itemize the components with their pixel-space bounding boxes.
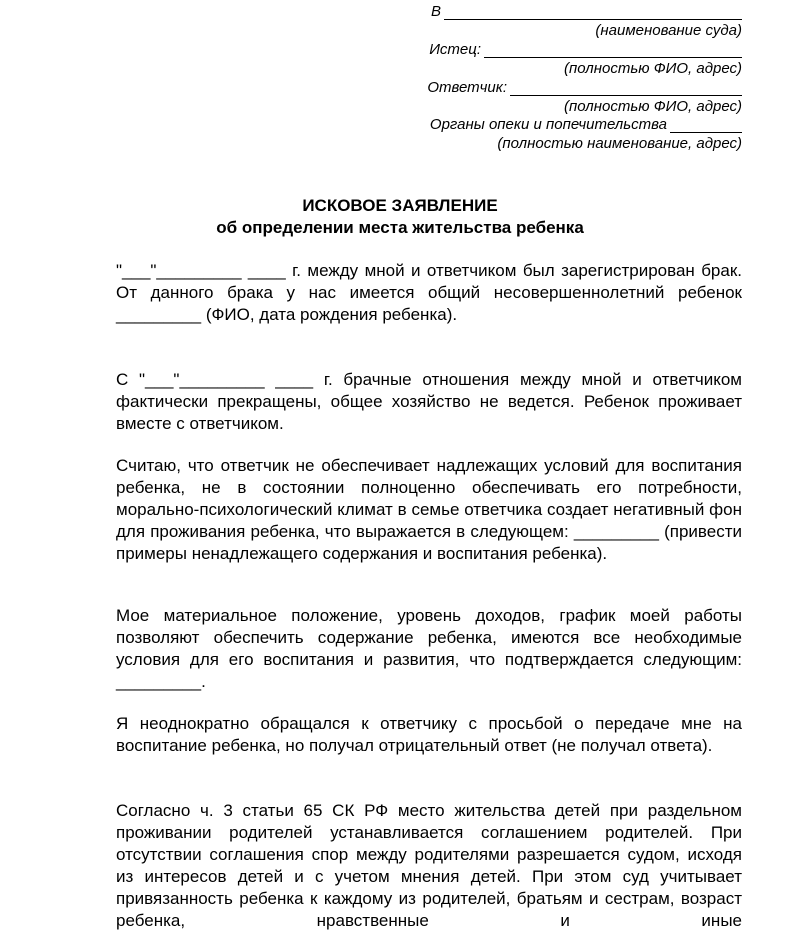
defendant-label: Ответчик: [427,79,507,96]
paragraph-plaintiff-conditions: Мое материальное положение, уровень доходов, график моей работы позволяют обеспечить содержание ребенка, имеются все необходимые условия для его воспитания и развития, что подтверждается следующим: _________. [116,606,742,691]
court-label: В [430,3,441,20]
plaintiff-blank [484,43,742,58]
paragraph-requests: Я неоднократно обращался к ответчику с просьбой о передаче мне на воспитание ребенка, но получал отрицательный ответ (не получал ответа). [116,714,742,755]
guardianship-label: Органы опеки и попечительства [429,116,667,133]
defendant-note: (полностью ФИО, адрес) [564,98,742,115]
court-note: (наименование суда) [595,22,742,39]
court-block [402,3,742,39]
plaintiff-block [402,41,742,77]
court-blank [444,5,742,20]
plaintiff-note: (полностью ФИО, адрес) [564,60,742,77]
guardianship-note: (полностью наименование, адрес) [497,135,742,152]
guardianship-blank [670,118,742,133]
paragraph-defendant-conditions: Считаю, что ответчик не обеспечивает надлежащих условий для воспитания ребенка, не в состоянии полноценно обеспечивать его потребности, морально-психологический климат в семье ответчика создает негативный фон для проживания ребенка, что выражается в следующем: _________ (привести примеры ненадлежащего содержания и воспитания ребенка). [116,456,742,563]
paragraph-separation: С "___"_________ ____ г. брачные отношения между мной и ответчиком фактически прекращены, общее хозяйство не ведется. Ребенок проживает вместе с ответчиком. [116,370,742,433]
defendant-block [402,79,742,115]
guardianship-block [402,116,742,152]
defendant-blank [510,81,742,96]
paragraph-marriage: "___"_________ ____ г. между мной и ответчиком был зарегистрирован брак. От данного брака у нас имеется общий несовершеннолетний ребенок _________ (ФИО, дата рождения ребенка). [116,261,742,324]
document-title [0,195,800,239]
title-line-2: об определении места жительства ребенка [216,218,584,237]
paragraph-legal-basis: Согласно ч. 3 статьи 65 СК РФ место жительства детей при раздельном проживании родителей устанавливается соглашением родителей. При отсутствии соглашения спор между родителями разрешается судом, исходя из интересов детей и с учетом мнения детей. При этом суд учитывает привязанность ребенка к каждому из родителей, братьям и сестрам, возраст ребенка, нравственные и иные [116,801,742,930]
plaintiff-label: Истец: [429,41,481,58]
title-line-1: ИСКОВОЕ ЗАЯВЛЕНИЕ [302,196,498,215]
